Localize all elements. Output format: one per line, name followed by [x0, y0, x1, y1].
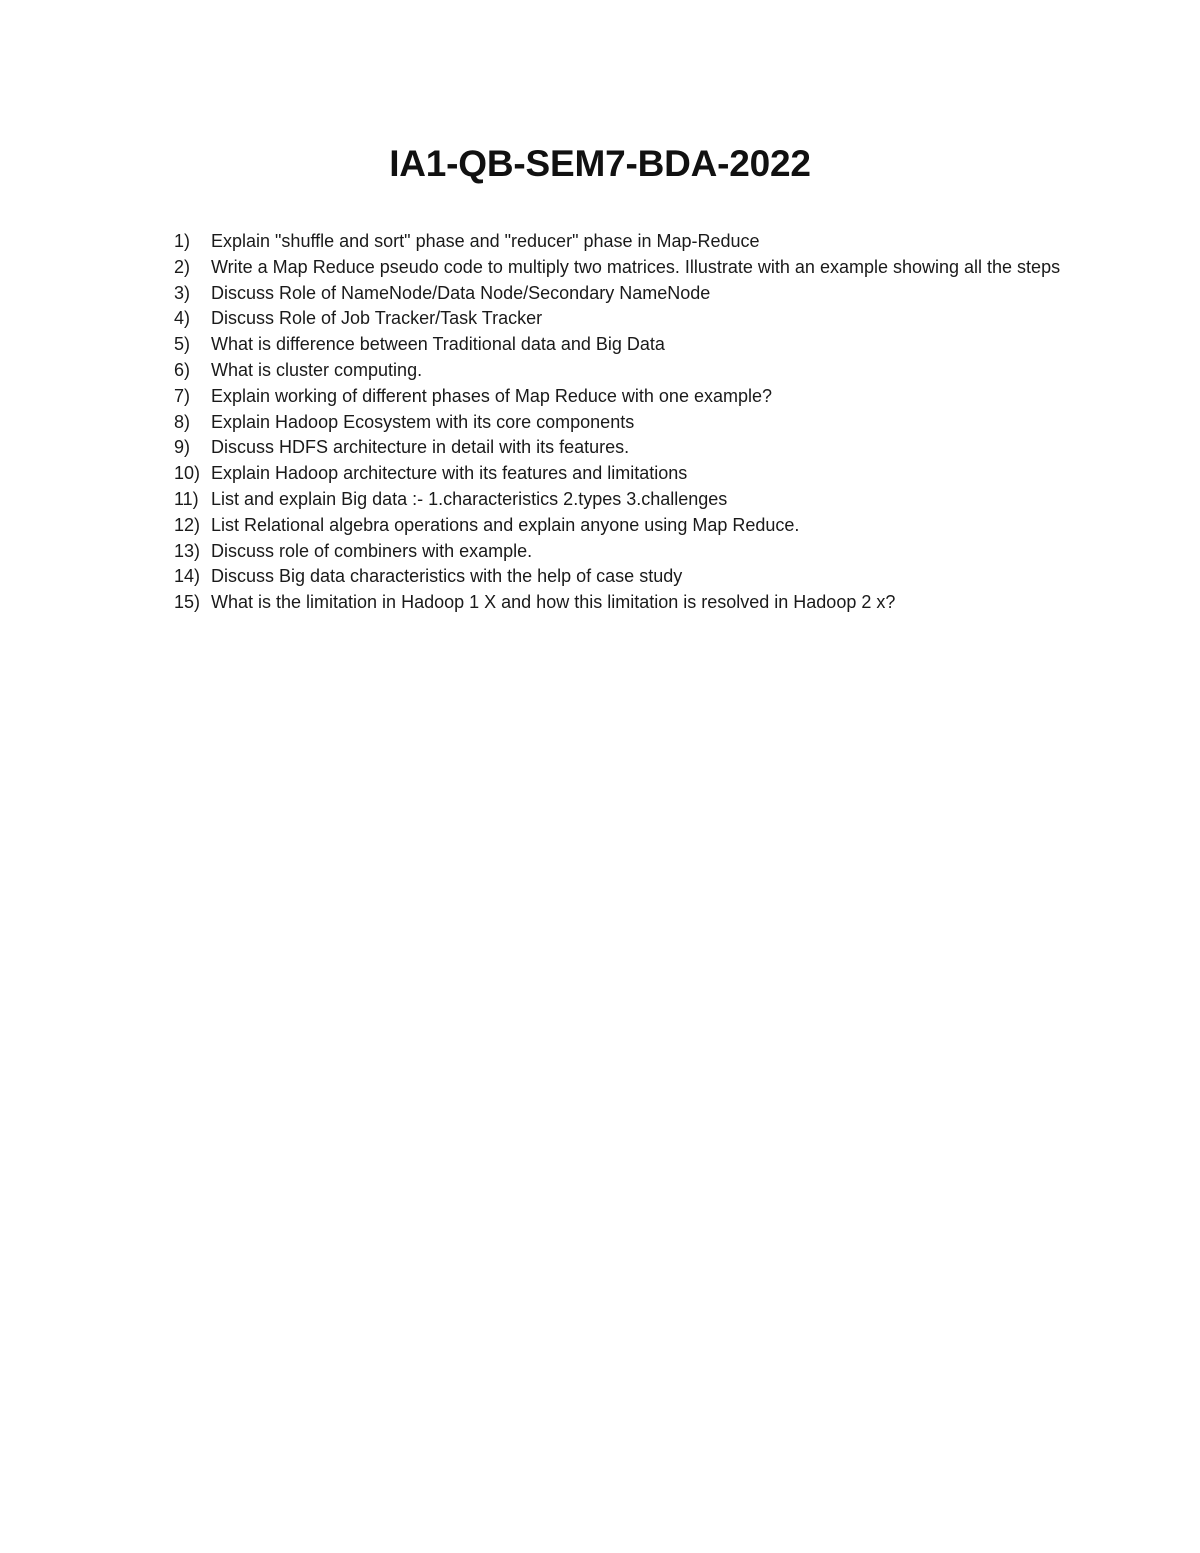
- question-item: [174, 410, 1074, 436]
- question-number: 4): [174, 308, 191, 329]
- question-item: [174, 487, 1074, 513]
- question-text: Discuss Big data characteristics with the help of case study: [211, 566, 683, 587]
- question-item: [174, 539, 1074, 565]
- question-item: [174, 306, 1074, 332]
- question-number: 8): [174, 411, 191, 432]
- question-number: 3): [174, 282, 191, 303]
- question-item: [174, 461, 1074, 487]
- question-text: What is the limitation in Hadoop 1 X and how this limitation is resolved in Hadoop 2 x?: [211, 592, 896, 613]
- question-item: [174, 590, 1074, 616]
- document-title: IA1-QB-SEM7-BDA-2022: [389, 143, 811, 184]
- question-text: Discuss HDFS architecture in detail with its features.: [211, 437, 630, 458]
- question-item: [174, 358, 1074, 384]
- question-text: What is cluster computing.: [211, 359, 423, 380]
- question-text: Write a Map Reduce pseudo code to multiply two matrices. Illustrate with an example showing all the steps: [211, 256, 1061, 277]
- question-number: 2): [174, 256, 191, 277]
- question-item: [174, 255, 1074, 281]
- question-text: What is difference between Traditional data and Big Data: [211, 334, 665, 355]
- question-list: [174, 229, 1074, 616]
- question-item: [174, 332, 1074, 358]
- question-text: List and explain Big data :- 1.characteristics 2.types 3.challenges: [211, 488, 728, 509]
- question-number: 7): [174, 385, 191, 406]
- question-number: 13): [174, 540, 201, 561]
- question-text: List Relational algebra operations and explain anyone using Map Reduce.: [211, 514, 800, 535]
- question-item: [174, 384, 1074, 410]
- question-text: Discuss role of combiners with example.: [211, 540, 533, 561]
- question-number: 12): [174, 514, 201, 535]
- question-text: Explain Hadoop architecture with its features and limitations: [211, 463, 688, 484]
- question-number: 11): [174, 488, 199, 509]
- question-number: 6): [174, 359, 191, 380]
- question-text: Discuss Role of NameNode/Data Node/Secondary NameNode: [211, 282, 711, 303]
- question-number: 10): [174, 463, 201, 484]
- question-item: [174, 564, 1074, 590]
- question-item: [174, 229, 1074, 255]
- question-number: 9): [174, 437, 191, 458]
- question-item: [174, 281, 1074, 307]
- question-number: 15): [174, 592, 201, 613]
- question-text: Explain working of different phases of Map Reduce with one example?: [211, 385, 772, 406]
- question-text: Explain "shuffle and sort" phase and "reducer" phase in Map-Reduce: [211, 231, 760, 251]
- question-item: [174, 513, 1074, 539]
- question-text: Discuss Role of Job Tracker/Task Tracker: [211, 308, 543, 329]
- question-item: [174, 435, 1074, 461]
- question-text: Explain Hadoop Ecosystem with its core components: [211, 411, 635, 432]
- question-number: 1): [174, 231, 191, 251]
- question-number: 14): [174, 566, 201, 587]
- question-number: 5): [174, 334, 191, 355]
